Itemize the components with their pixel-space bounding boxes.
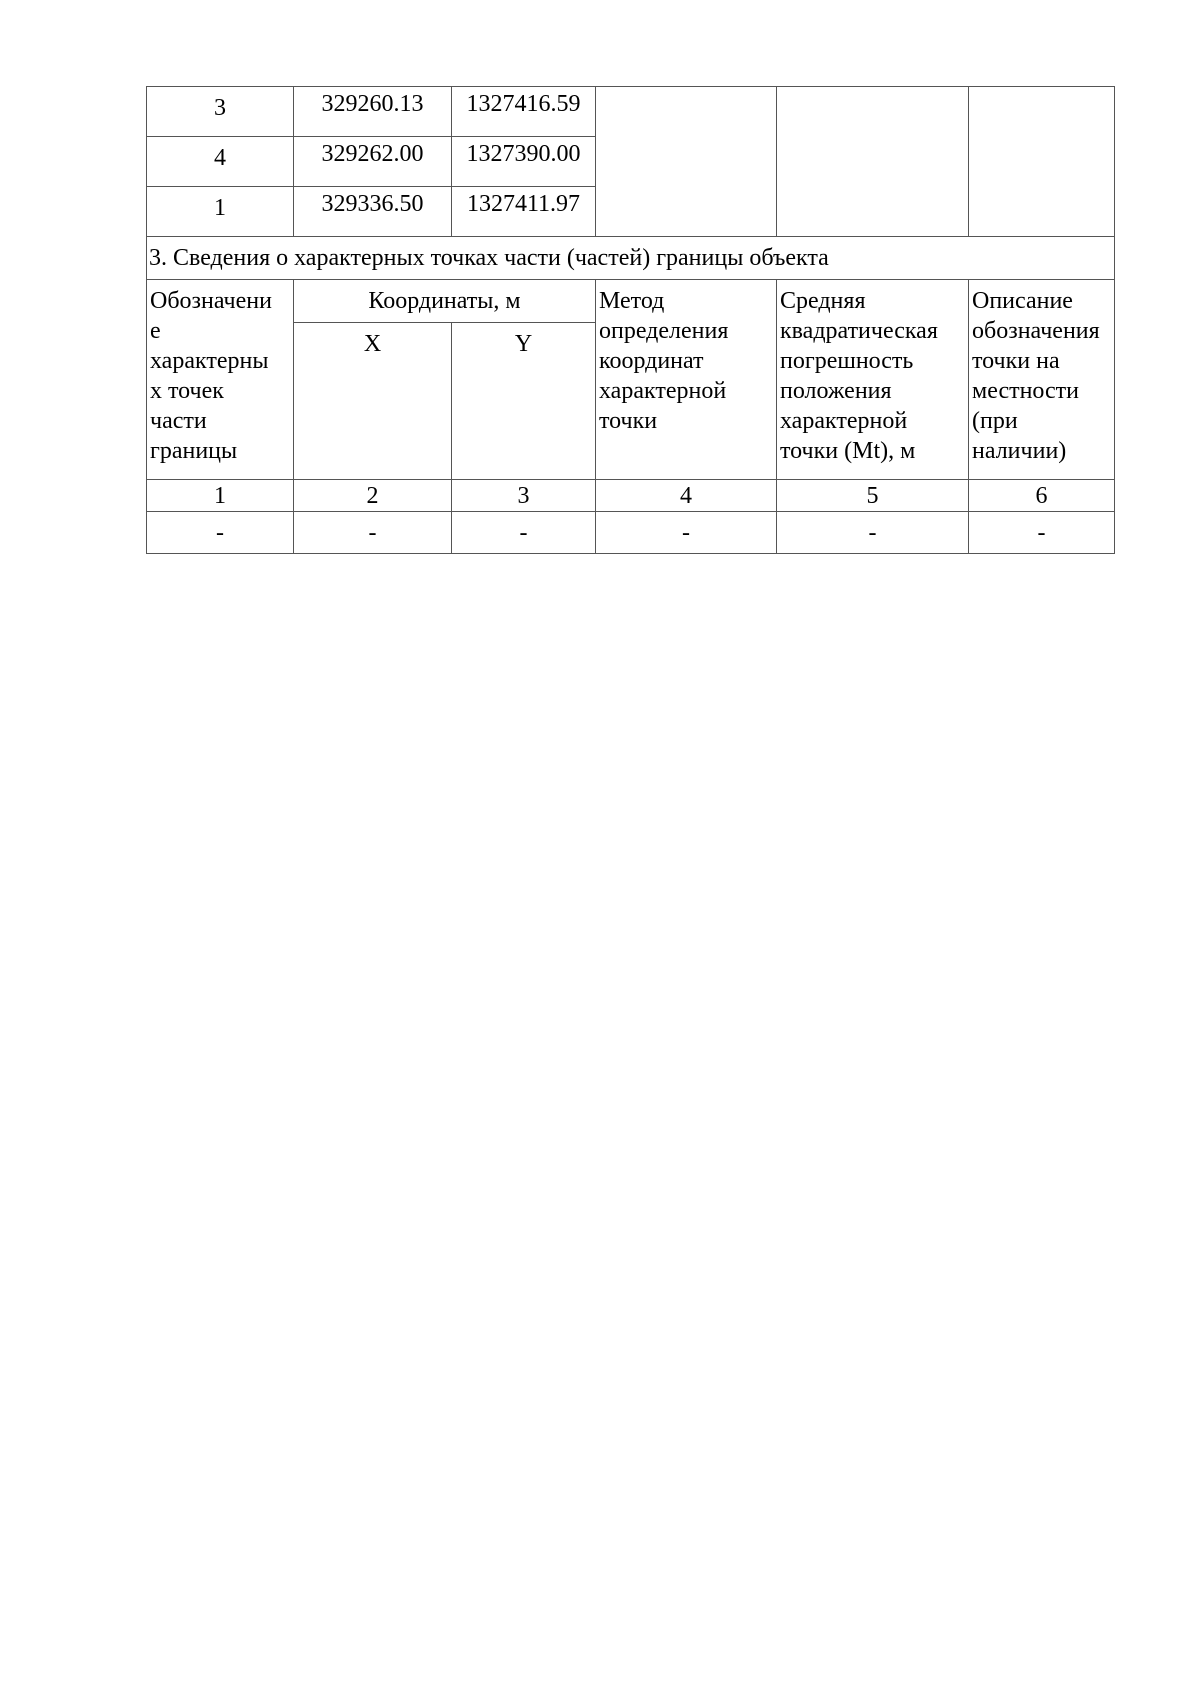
header-mean-square-error: Средняя квадратическая погрешность положения характерной точки (Mt), м bbox=[777, 280, 969, 480]
coordinate-y: 1327411.97 bbox=[452, 187, 596, 237]
coordinate-row bbox=[147, 87, 1115, 137]
table-cell: - bbox=[777, 512, 969, 554]
boundary-points-table bbox=[146, 86, 1115, 554]
coordinate-x: 329260.13 bbox=[294, 87, 452, 137]
coordinate-y: 1327416.59 bbox=[452, 87, 596, 137]
point-number: 3 bbox=[147, 87, 294, 137]
column-number: 3 bbox=[452, 480, 596, 512]
column-number-row bbox=[147, 480, 1115, 512]
point-number: 1 bbox=[147, 187, 294, 237]
header-description: Описание обозначения точки на местности (при наличии) bbox=[969, 280, 1115, 480]
empty-cell bbox=[596, 87, 777, 237]
column-number: 5 bbox=[777, 480, 969, 512]
point-number: 4 bbox=[147, 137, 294, 187]
table-row bbox=[147, 512, 1115, 554]
header-y: Y bbox=[452, 323, 596, 480]
header-x: X bbox=[294, 323, 452, 480]
header-coordinates: Координаты, м bbox=[294, 280, 596, 323]
coordinate-y: 1327390.00 bbox=[452, 137, 596, 187]
column-number: 4 bbox=[596, 480, 777, 512]
header-point-designation: Обозначени е характерны х точек части границы bbox=[147, 280, 294, 480]
table-cell: - bbox=[294, 512, 452, 554]
table-cell: - bbox=[147, 512, 294, 554]
table-cell: - bbox=[452, 512, 596, 554]
header-method: Метод определения координат характерной точки bbox=[596, 280, 777, 480]
section-title-row bbox=[147, 237, 1115, 280]
empty-cell bbox=[969, 87, 1115, 237]
coordinate-x: 329262.00 bbox=[294, 137, 452, 187]
header-row bbox=[147, 280, 1115, 323]
coordinate-x: 329336.50 bbox=[294, 187, 452, 237]
column-number: 1 bbox=[147, 480, 294, 512]
column-number: 2 bbox=[294, 480, 452, 512]
empty-cell bbox=[777, 87, 969, 237]
table-cell: - bbox=[596, 512, 777, 554]
section-title: 3. Сведения о характерных точках части (частей) границы объекта bbox=[147, 237, 1115, 280]
table-cell: - bbox=[969, 512, 1115, 554]
column-number: 6 bbox=[969, 480, 1115, 512]
